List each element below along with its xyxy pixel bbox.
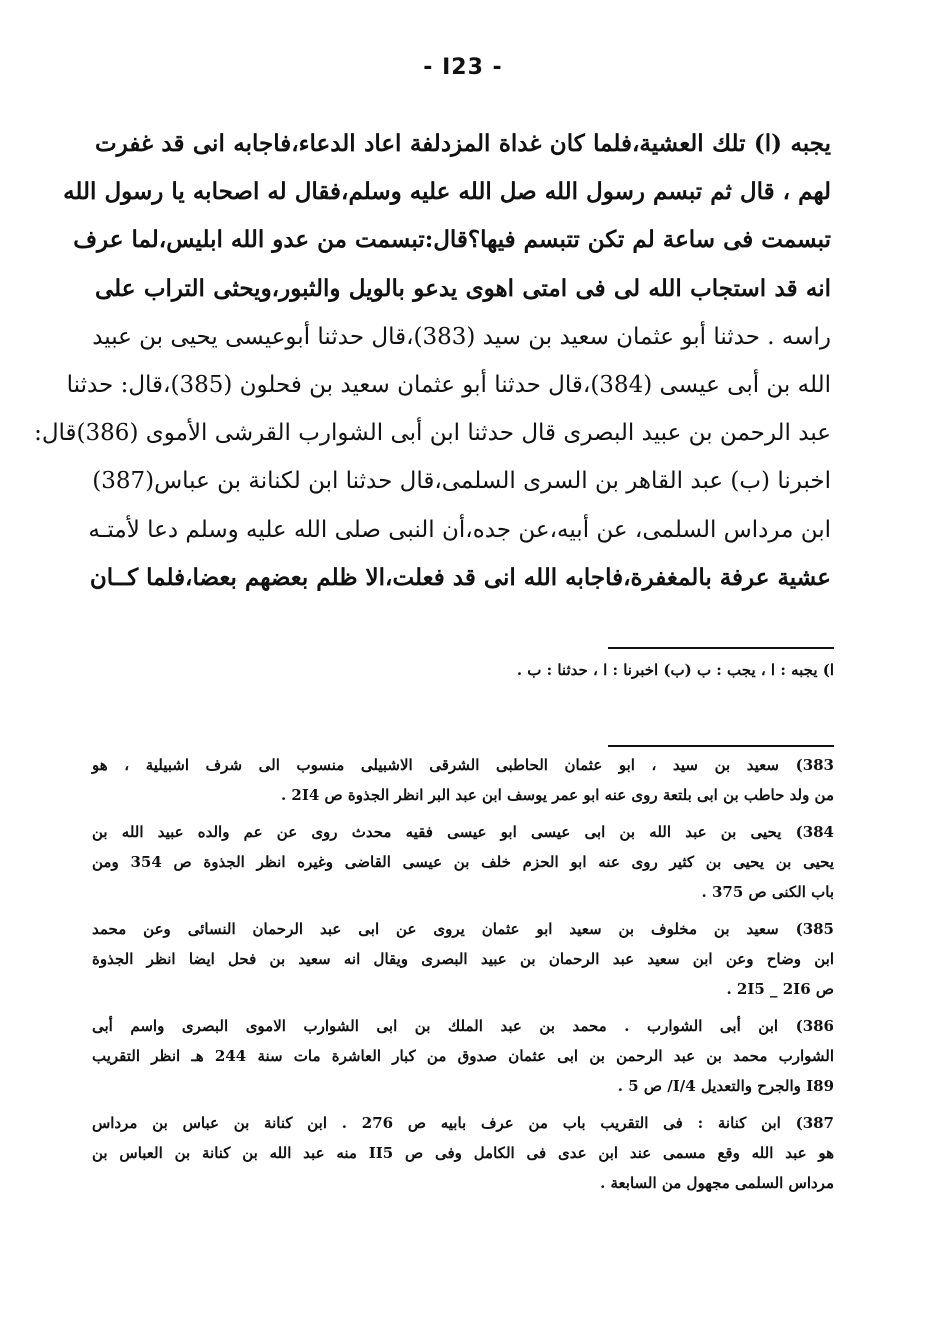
- main-text-line: عبد الرحمن بن عبيد البصرى قال حدثنا ابن أبى الشوارب القرشى الأموى (386)قال:: [34, 420, 831, 447]
- footnote-line: 387) ابن كنانة : فى التقريب باب من عرف بابيه ص 276 . ابن كنانة بن عباس بن مرداس: [92, 1114, 834, 1132]
- footnote-line: 385) سعيد بن مخلوف بن سعيد ابو عثمان يروى عن ابى عبد الرحمان النسائى وعن محمد: [92, 920, 834, 938]
- main-text-line: يجبه (ا) تلك العشية،فلما كان غداة المزدلفة اعاد الدعاء،فاجابه انى قد غفرت: [95, 130, 831, 157]
- footnote: [92, 1011, 834, 1101]
- footnote-line: يحيى بن يحيى بن كثير روى عنه ابو الحزم خلف بن عيسى القاضى وغيره انظر الجذوة ص 354 ومن: [92, 853, 835, 871]
- footnote-line: من ولد حاطب بن ابى بلتعة روى عنه ابو عمر يوسف ابن عبد البر انظر الجذوة ص 2I4 .: [280, 786, 834, 804]
- footnote-line: هو عبد الله وقع مسمى عند ابن عدى فى الكامل وفى ص II5 منه عبد الله بن كنانة بن العباس بن: [92, 1144, 835, 1162]
- footnote-line: مرداس السلمى مجهول من السابعة .: [600, 1174, 834, 1192]
- main-text-line: تبسمت فى ساعة لم تكن تتبسم فيها؟قال:تبسمت من عدو الله ابليس،لما عرف: [73, 226, 831, 254]
- footnote: [92, 817, 834, 907]
- footnote-line: باب الكنى ص 375 .: [701, 883, 834, 901]
- main-text-line: الله بن أبى عيسى (384)،قال حدثنا أبو عثمان سعيد بن فحلون (385)،قال: حدثنا: [66, 371, 831, 398]
- main-text-line: راسه . حدثنا أبو عثمان سعيد بن سيد (383)،قال حدثنا أبوعيسى يحيى بن عبيد: [92, 323, 831, 350]
- footnote: [92, 750, 834, 810]
- main-text-line: لهم ، قال ثم تبسم رسول الله صل الله عليه وسلم،فقال له اصحابه يا رسول الله: [63, 178, 831, 206]
- footnote-separator-rule: [608, 647, 834, 649]
- apparatus-note: ا) يجبه : ا ، يجب : ب (ب) اخبرنا : ا ، حدثنا : ب .: [516, 661, 834, 679]
- notes-separator-rule: [608, 745, 834, 747]
- main-text: [34, 120, 831, 602]
- footnotes: [92, 750, 834, 1205]
- footnote-line: 383) سعيد بن سيد ، ابو عثمان الحاطبى الشرقى الاشبيلى منسوب الى شرف اشبيلية ، هو: [92, 756, 834, 774]
- main-text-line: انه قد استجاب الله لى فى امتى اهوى يدعو بالويل والثبور،ويحثى التراب على: [95, 274, 831, 302]
- footnote-line: 384) يحيى بن عبد الله بن ابى عيسى ابو عيسى فقيه محدث روى عن عم والده عبيد الله بن: [92, 823, 834, 841]
- footnote-line: ص 2I5 _ 2I6 .: [726, 980, 834, 998]
- footnote: [92, 914, 834, 1004]
- main-text-line: عشية عرفة بالمغفرة،فاجابه الله انى قد فعلت،الا ظلم بعضهم بعضا،فلما كــان: [89, 563, 831, 591]
- footnote-line: ابن وضاح وعن ابن سعيد عبد الرحمان بن عبيد البصرى ويقال انه سعيد بن فحل ايضا انظر الجذوة: [92, 950, 834, 968]
- footnote-line: 386) ابن أبى الشوارب . محمد بن عبد الملك بن ابى الشوارب الاموى البصرى واسم أبى: [92, 1017, 834, 1035]
- main-text-line: اخبرنا (ب) عبد القاهر بن السرى السلمى،قال حدثنا ابن لكنانة بن عباس(387): [92, 468, 831, 495]
- main-text-line: ابن مرداس السلمى، عن أبيه،عن جده،أن النبى صلى الله عليه وسلم دعا لأمتـه: [88, 516, 831, 543]
- page-number: - I23 -: [423, 55, 503, 80]
- footnote-line: الشوارب محمد بن عبد الرحمن بن ابى عثمان صدوق من كبار العاشرة مات سنة 244 هـ انظر التقريب: [92, 1047, 834, 1065]
- footnote: [92, 1108, 834, 1198]
- footnote-line: I89 والجرح والتعديل I/4/ ص 5 .: [617, 1077, 834, 1095]
